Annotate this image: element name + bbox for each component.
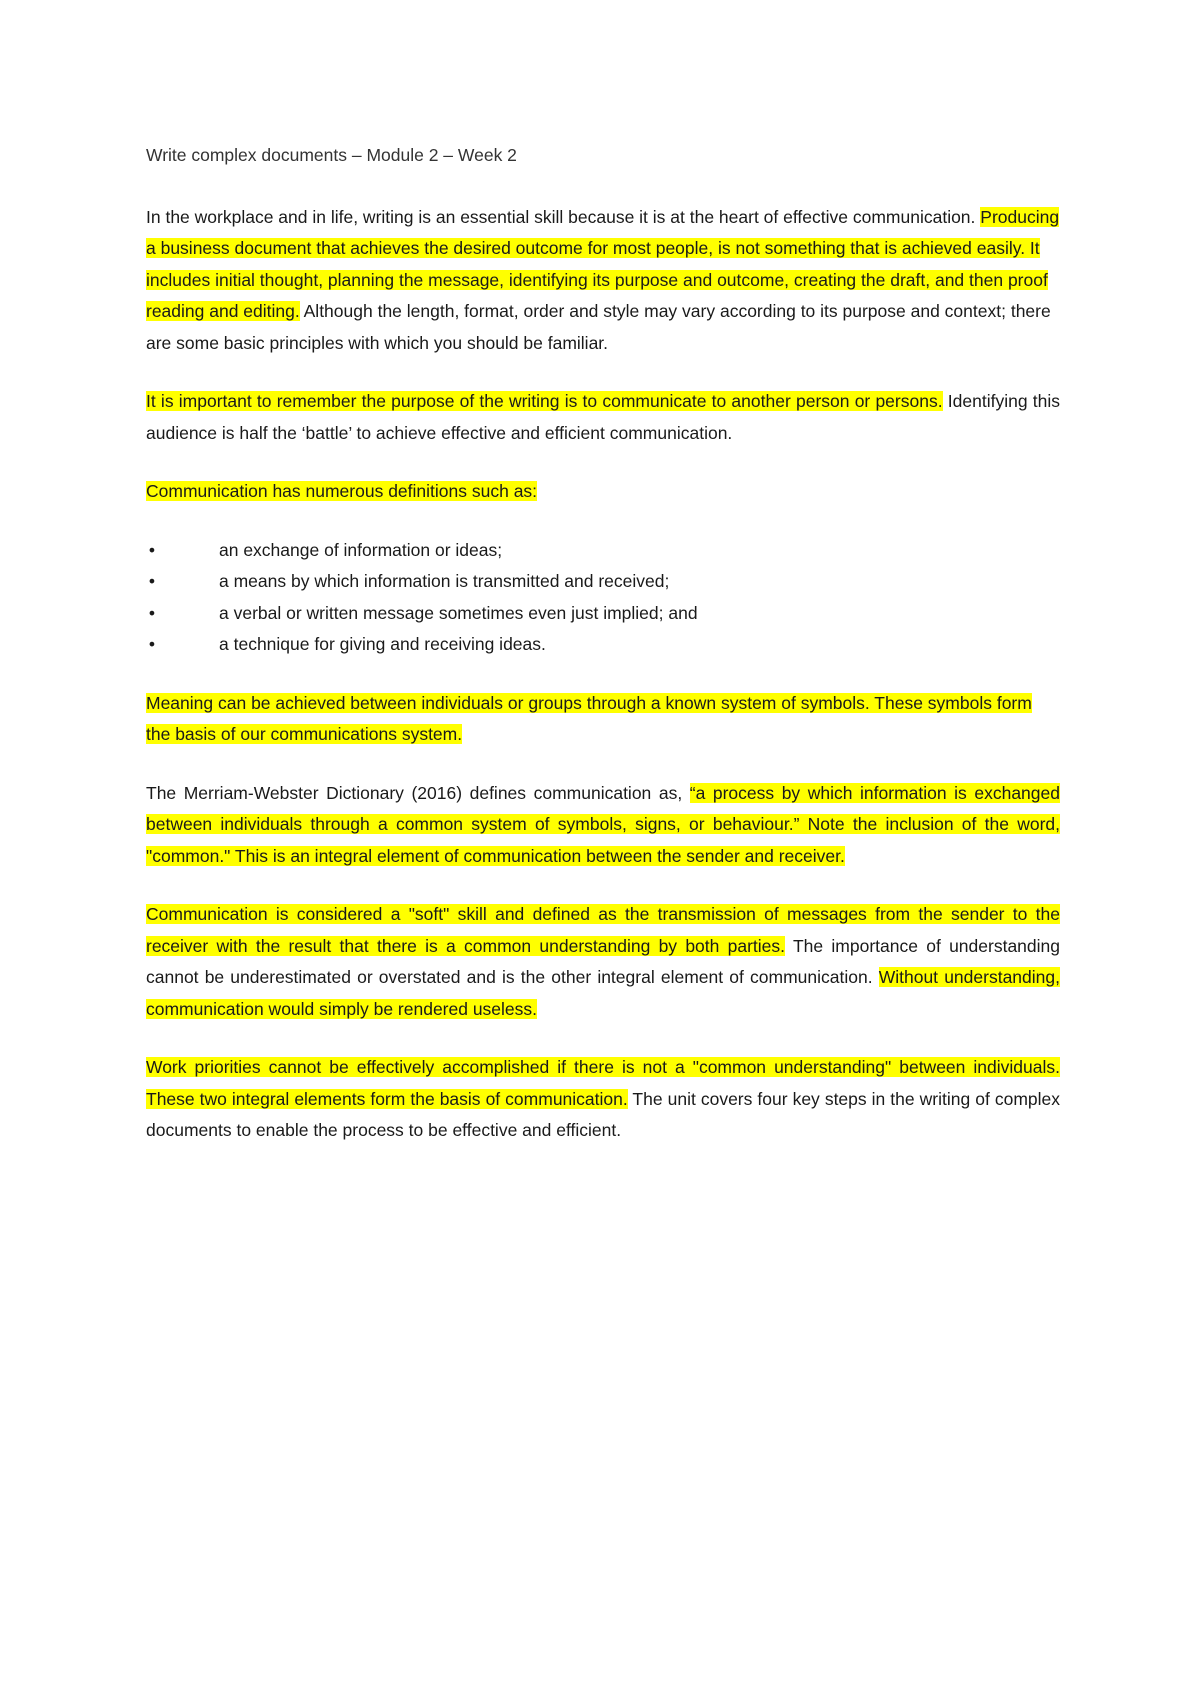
paragraph-text: Identifying this audience is half the ‘battle’ to achieve effective and efficient communication. xyxy=(146,391,1060,443)
list-item xyxy=(146,598,1060,630)
document-title: Write complex documents – Module 2 – Week 2 xyxy=(146,145,517,165)
list-item xyxy=(146,535,1060,567)
list-item-text: a verbal or written message sometimes even just implied; and xyxy=(219,602,698,623)
paragraph-text: In the workplace and in life, writing is an essential skill because it is at the heart of effective communication. xyxy=(146,206,981,227)
document-body xyxy=(146,140,1060,1174)
paragraph-text: The importance of understanding cannot be underestimated or overstated and is the other integral element of communication. xyxy=(146,935,1061,987)
list-item xyxy=(146,629,1060,661)
highlighted-text: Communication is considered a "soft" skill and defined as the transmission of messages from the sender to the receiver with the result that there is a common understanding by both parties. xyxy=(146,904,1060,956)
bullet-icon: • xyxy=(148,634,156,654)
list-item-text: an exchange of information or ideas; xyxy=(219,539,503,560)
highlighted-text: Work priorities cannot be effectively accomplished if there is not a "common understanding" between individuals. These two integral elements form the basis of communication. xyxy=(146,1057,1060,1109)
paragraph-meaning xyxy=(146,688,1060,751)
highlighted-text: Producing a business document that achieves the desired outcome for most people, is not something that is achieved easily. It includes initial thought, planning the message, identifying its purpose and outcome, creating the draft, and then proof reading and editing. xyxy=(146,206,1060,321)
paragraph-soft-skill xyxy=(146,899,1060,1025)
paragraph-text: Although the length, format, order and style may vary according to its purpose and context; there are some basic principles with which you should be familiar. xyxy=(146,301,1051,353)
list-item-text: a technique for giving and receiving ideas. xyxy=(219,634,546,654)
paragraph-intro xyxy=(146,202,1060,360)
definitions-list xyxy=(146,535,1060,661)
paragraph-text: The unit covers four key steps in the writing of complex documents to enable the process to be effective and efficient. xyxy=(146,1088,1060,1140)
paragraph-dictionary xyxy=(146,778,1060,873)
highlighted-text: Communication has numerous definitions such as: xyxy=(146,481,538,501)
bullet-icon: • xyxy=(148,571,156,591)
paragraph-work-priorities xyxy=(146,1052,1060,1147)
highlighted-text: “a process by which information is exchanged between individuals through a common system of symbols, signs, or behaviour.” Note the inclusion of the word, "common." This is an integral element of communication between the sender and receiver. xyxy=(146,782,1060,866)
paragraph-text: The Merriam-Webster Dictionary (2016) defines communication as, xyxy=(146,782,690,803)
paragraph-definitions-lead xyxy=(146,476,1060,508)
highlighted-text: Meaning can be achieved between individuals or groups through a known system of symbols. These symbols form the basis of our communications system. xyxy=(146,692,1032,744)
bullet-icon: • xyxy=(148,539,156,560)
highlighted-text: It is important to remember the purpose of the writing is to communicate to another person or persons. xyxy=(146,391,943,411)
list-item-text: a means by which information is transmitted and received; xyxy=(219,571,670,591)
bullet-icon: • xyxy=(148,602,156,623)
highlighted-text: Without understanding, communication would simply be rendered useless. xyxy=(146,967,1060,1019)
list-item xyxy=(146,566,1060,598)
paragraph-purpose xyxy=(146,386,1060,449)
